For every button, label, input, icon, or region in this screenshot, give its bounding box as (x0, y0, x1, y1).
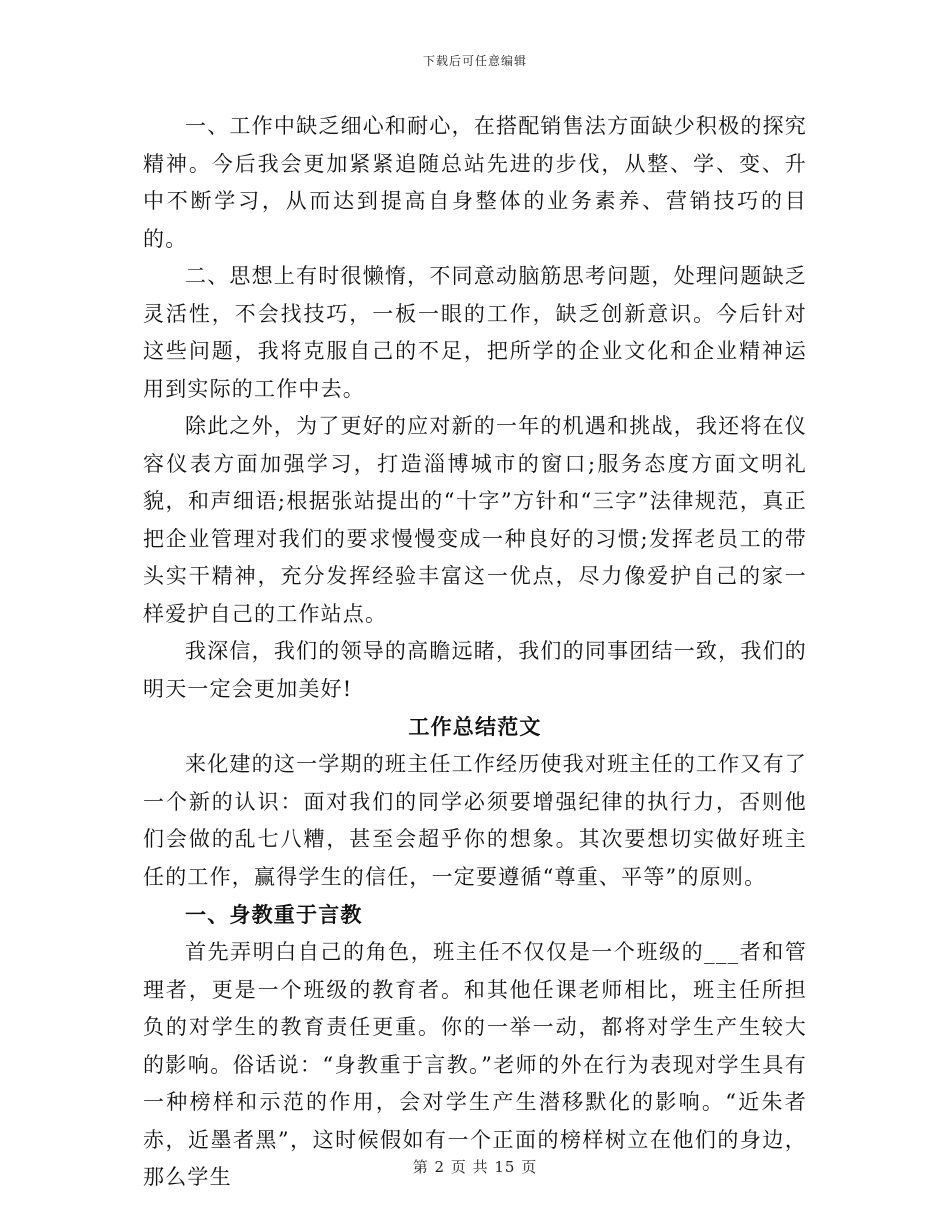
paragraph-6: 首先弄明白自己的角色，班主任不仅仅是一个班级的___者和管理者，更是一个班级的教育者。和其他任课老师相比，班主任所担负的对学生的教育责任更重。你的一举一动，都将对学生产生较大的影响。俗话说：“身教重于言教。”老师的外在行为表现对学生具有一种榜样和示范的作用，会对学生产生潜移默化的影响。“近朱者赤，近墨者黑”，这时候假如有一个正面的榜样树立在他们的身边，那么学生 (143, 940, 807, 1189)
paragraph-4: 我深信，我们的领导的高瞻远睹，我们的同事团结一致，我们的明天一定会更加美好! (143, 639, 807, 701)
paragraph-5: 来化建的这一学期的班主任工作经历使我对班主任的工作又有了一个新的认识：面对我们的同学必须要增强纪律的执行力，否则他们会做的乱七八糟，甚至会超乎你的想象。其次要想切实做好班主任的工作，赢得学生的信任，一定要遵循“尊重、平等”的原则。 (143, 752, 807, 889)
paragraph-3: 除此之外，为了更好的应对新的一年的机遇和挑战，我还将在仪容仪表方面加强学习，打造淄博城市的窗口;服务态度方面文明礼貌，和声细语;根据张站提出的“十字”方针和“三字”法律规范，真正把企业管理对我们的要求慢慢变成一种良好的习惯;发挥老员工的带头实干精神，充分发挥经验丰富这一优点，尽力像爱护自己的家一样爱护自己的工作站点。 (143, 414, 807, 626)
page-footer: 第 2 页 共 15 页 (412, 1158, 538, 1176)
subheading: 一、身教重于言教 (185, 903, 363, 927)
document-body (143, 108, 807, 1197)
paragraph-2: 二、思想上有时很懒惰，不同意动脑筋思考问题，处理问题缺乏灵活性，不会找技巧，一板一眼的工作，缺乏创新意识。今后针对这些问题，我将克服自己的不足，把所学的企业文化和企业精神运用到实际的工作中去。 (143, 264, 807, 401)
paragraph-1: 一、工作中缺乏细心和耐心，在搭配销售法方面缺少积极的探究精神。今后我会更加紧紧追随总站先进的步伐，从整、学、变、升中不断学习，从而达到提高自身整体的业务素养、营销技巧的目的。 (143, 114, 807, 251)
section-title: 工作总结范文 (408, 715, 542, 739)
page-header: 下载后可任意编辑 (422, 54, 527, 68)
